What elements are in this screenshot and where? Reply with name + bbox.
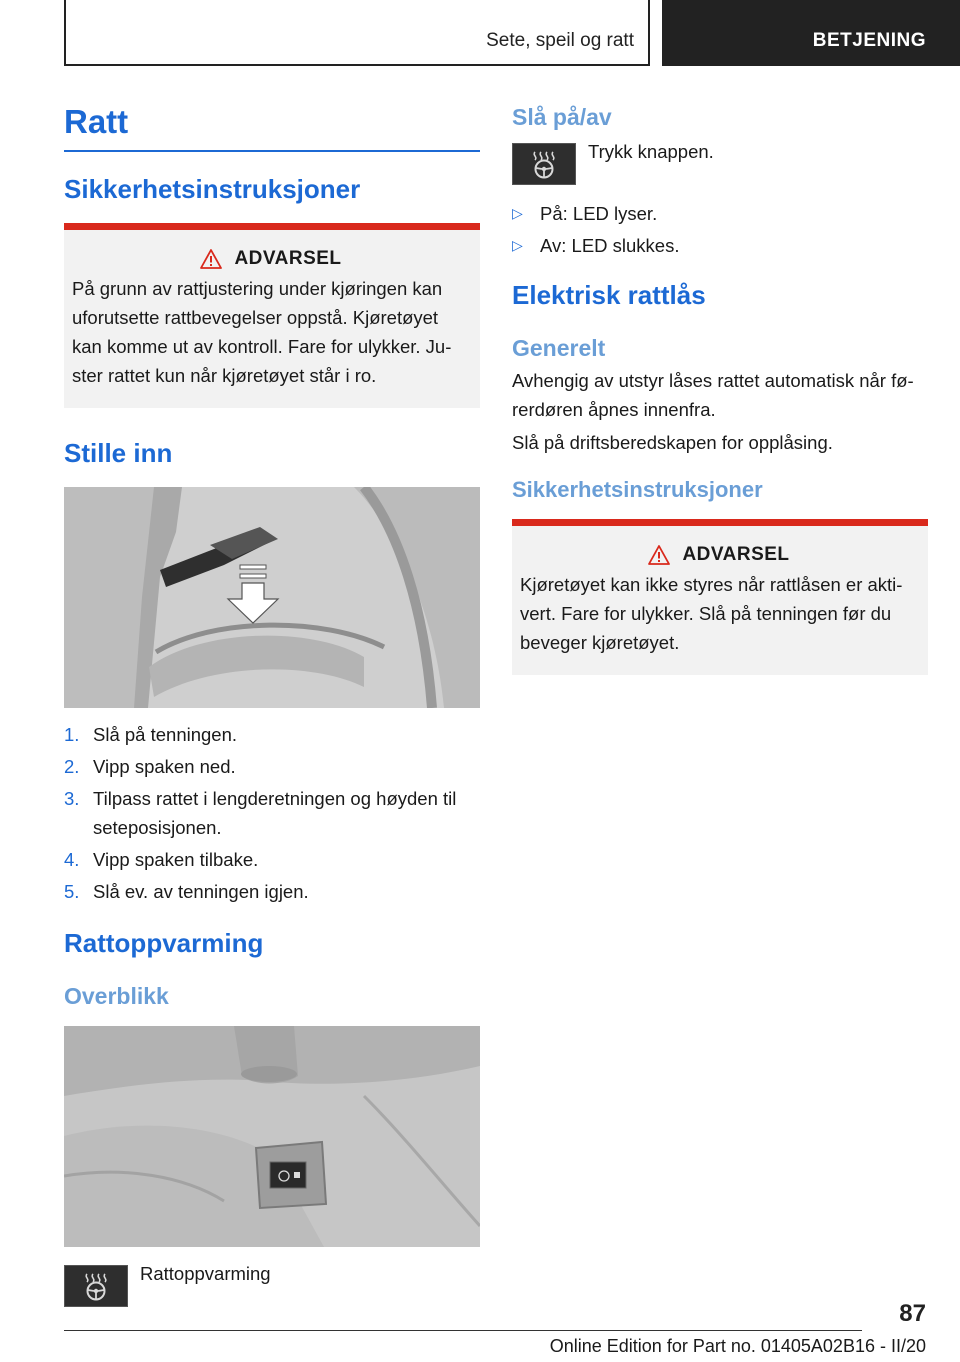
- right-column: [512, 96, 928, 675]
- general-heading: Generelt: [512, 335, 606, 361]
- steering-adjust-photo: [64, 487, 480, 708]
- safety-heading: Sikkerhetsinstruksjoner: [64, 174, 361, 204]
- step-text: Vipp spaken tilbake.: [93, 849, 259, 870]
- page-number: 87: [899, 1300, 926, 1327]
- warning-triangle-icon: [200, 249, 222, 269]
- triangle-right-icon: ▷: [512, 205, 523, 221]
- warning-triangle-icon: [648, 545, 670, 565]
- header-section-box: [64, 0, 650, 66]
- warning-box: [512, 519, 928, 675]
- heating-heading: Rattoppvarming: [64, 928, 264, 958]
- bullet-text: Av: LED slukkes.: [540, 235, 680, 256]
- warning-label: ADVARSEL: [682, 544, 790, 565]
- step-number: 4.: [64, 849, 80, 870]
- step-number: 2.: [64, 756, 80, 777]
- footer-divider: [64, 1330, 862, 1331]
- onoff-instruction: [512, 143, 928, 185]
- general-text-2: Slå på driftsberedskapen for opplåsing.: [512, 432, 833, 453]
- step-text: [93, 784, 456, 842]
- header-chapter-title: BETJENING: [812, 30, 926, 51]
- step-text: Vipp spaken ned.: [93, 756, 236, 777]
- warning-line: vert. Fare for ulykker. Slå på tenningen før du: [520, 603, 892, 624]
- warning-line: uforutsette rattbevegelser oppstå. Kjøretøyet: [72, 307, 439, 328]
- step-number: 1.: [64, 724, 80, 745]
- onoff-text: Trykk knappen.: [588, 141, 714, 162]
- heating-button-photo: [64, 1026, 480, 1247]
- overview-heading: Overblikk: [64, 983, 169, 1009]
- warning-line: beveger kjøretøyet.: [520, 632, 680, 653]
- step-number: 3.: [64, 788, 80, 809]
- left-column: [64, 96, 480, 1307]
- adjust-heading: Stille inn: [64, 438, 173, 468]
- header-chapter-box: [662, 0, 960, 66]
- button-caption: Rattoppvarming: [140, 1263, 271, 1284]
- step-text-line: Tilpass rattet i lengderetningen og høyden til: [93, 788, 457, 809]
- general-text-line: Avhengig av utstyr låses rattet automatisk når fø-: [512, 370, 914, 391]
- warning-line: På grunn av rattjustering under kjøringen kan: [72, 278, 443, 299]
- warning-line: kan komme ut av kontroll. Fare for ulykker. Ju-: [72, 336, 452, 357]
- warning-box: [64, 223, 480, 408]
- list-item: [512, 231, 928, 260]
- general-text-line: rerdøren åpnes innenfra.: [512, 399, 716, 420]
- step-text-line: seteposisjonen.: [93, 817, 222, 838]
- general-text: [512, 366, 928, 424]
- warning-label: ADVARSEL: [234, 248, 342, 269]
- warning-header: [72, 248, 470, 270]
- step-number: 5.: [64, 881, 80, 902]
- list-item: [64, 784, 480, 842]
- bullet-text: På: LED lyser.: [540, 203, 658, 224]
- warning-text: [72, 274, 470, 390]
- list-item: [64, 752, 480, 781]
- footer-edition: Online Edition for Part no. 01405A02B16 - II/20: [549, 1336, 926, 1356]
- warning-text: [520, 570, 918, 657]
- step-text: Slå ev. av tenningen igjen.: [93, 881, 309, 902]
- list-item: [512, 199, 928, 228]
- lock-heading: Elektrisk rattlås: [512, 280, 706, 310]
- warning-line: ster rattet kun når kjøretøyet står i ro.: [72, 365, 377, 386]
- warning-header: [520, 544, 918, 566]
- triangle-right-icon: ▷: [512, 237, 523, 253]
- page-title: Ratt: [64, 96, 480, 152]
- lock-safety-heading: Sikkerhetsinstruksjoner: [512, 477, 763, 502]
- list-item: [64, 720, 480, 749]
- onoff-heading: Slå på/av: [512, 104, 612, 130]
- adjust-steps: [64, 720, 480, 906]
- steering-wheel-heating-icon: [512, 143, 576, 185]
- list-item: [64, 877, 480, 906]
- warning-line: Kjøretøyet kan ikke styres når rattlåsen er akti-: [520, 574, 903, 595]
- steering-wheel-heating-icon: [64, 1265, 128, 1307]
- led-status-list: [512, 199, 928, 260]
- button-legend: [64, 1265, 480, 1307]
- list-item: [64, 845, 480, 874]
- header-section-title: Sete, speil og ratt: [486, 30, 634, 51]
- step-text: Slå på tenningen.: [93, 724, 238, 745]
